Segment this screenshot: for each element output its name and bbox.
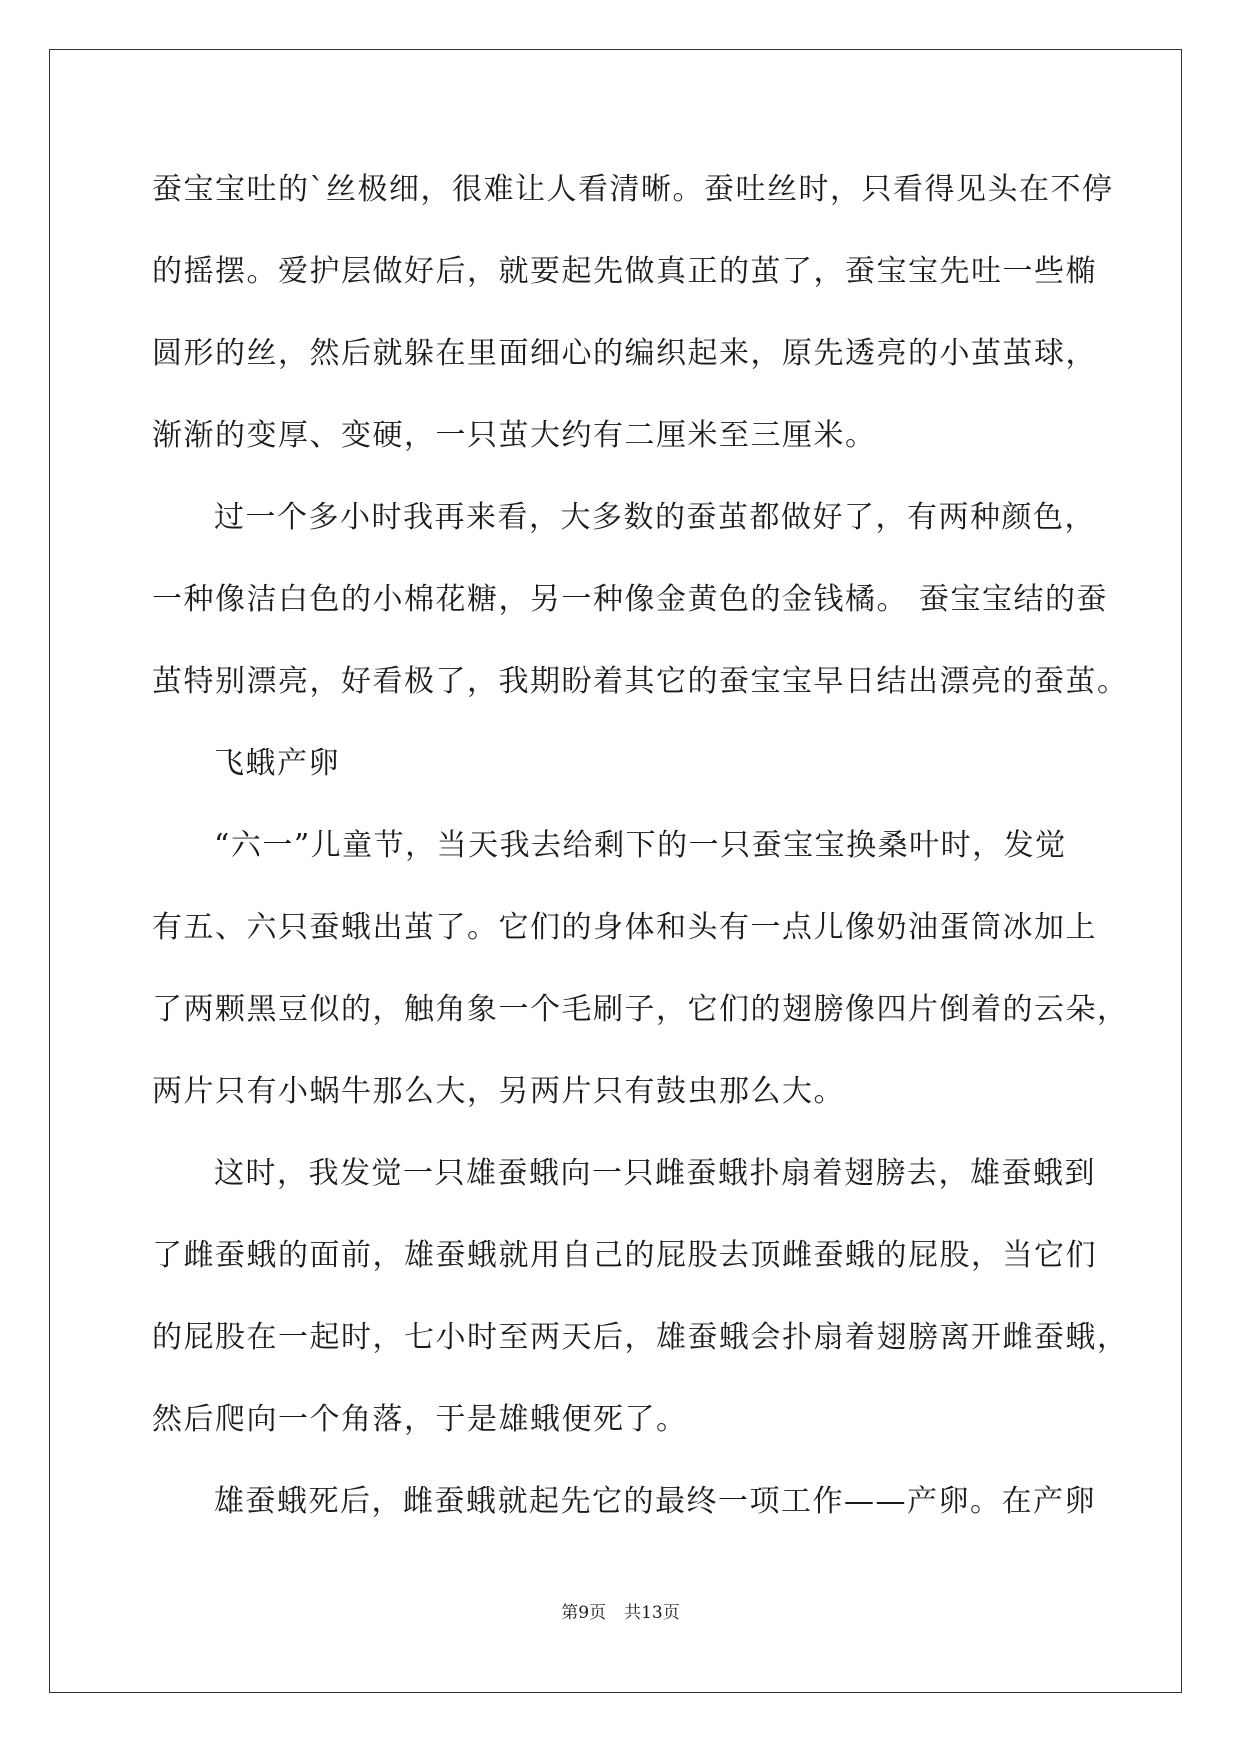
text-line: 了雌蚕蛾的面前，雄蚕蛾就用自己的屁股去顶雌蚕蛾的屁股，当它们 (152, 1238, 1097, 1273)
text-line: 一种像洁白色的小棉花糖，另一种像金黄色的金钱橘。 蚕宝宝结的蚕 (152, 582, 1109, 617)
text-line: 圆形的丝，然后就躲在里面细心的编织起来，原先透亮的小茧茧球， (152, 336, 1097, 371)
text-line: 有五、六只蚕蛾出茧了。它们的身体和头有一点儿像奶油蛋筒冰加上 (152, 910, 1097, 945)
text-line: 的摇摆。爱护层做好后，就要起先做真正的茧了，蚕宝宝先吐一些椭 (152, 254, 1097, 289)
text-line: 渐渐的变厚、变硬，一只茧大约有二厘米至三厘米。 (152, 418, 877, 453)
page-total: 共13页 (624, 1603, 680, 1623)
document-body (152, 160, 1129, 1554)
text-line: 蚕宝宝吐的`丝极细，很难让人看清晰。蚕吐丝时，只看得见头在不停 (152, 172, 1114, 207)
text-line: 茧特别漂亮，好看极了，我期盼着其它的蚕宝宝早日结出漂亮的蚕茧。 (152, 664, 1129, 699)
text-line: 的屁股在一起时，七小时至两天后，雄蚕蛾会扑扇着翅膀离开雌蚕蛾， (152, 1320, 1129, 1355)
text-line: 这时，我发觉一只雄蚕蛾向一只雌蚕蛾扑扇着翅膀去，雄蚕蛾到 (214, 1156, 1096, 1191)
page-number: 第9页 (561, 1603, 607, 1623)
text-line: 雄蚕蛾死后，雌蚕蛾就起先它的最终一项工作——产卵。在产卵 (214, 1484, 1096, 1519)
text-line: 过一个多小时我再来看，大多数的蚕茧都做好了，有两种颜色， (214, 500, 1096, 535)
text-line: 飞蛾产卵 (214, 746, 340, 781)
text-line: 了两颗黑豆似的，触角象一个毛刷子，它们的翅膀像四片倒着的云朵， (152, 992, 1129, 1027)
text-line: 两片只有小蜗牛那么大，另两片只有鼓虫那么大。 (152, 1074, 845, 1109)
page-footer (0, 1601, 1241, 1625)
text-line: 然后爬向一个角落，于是雄蛾便死了。 (152, 1402, 688, 1437)
text-line: “六一”儿童节，当天我去给剩下的一只蚕宝宝换桑叶时，发觉 (214, 828, 1067, 863)
